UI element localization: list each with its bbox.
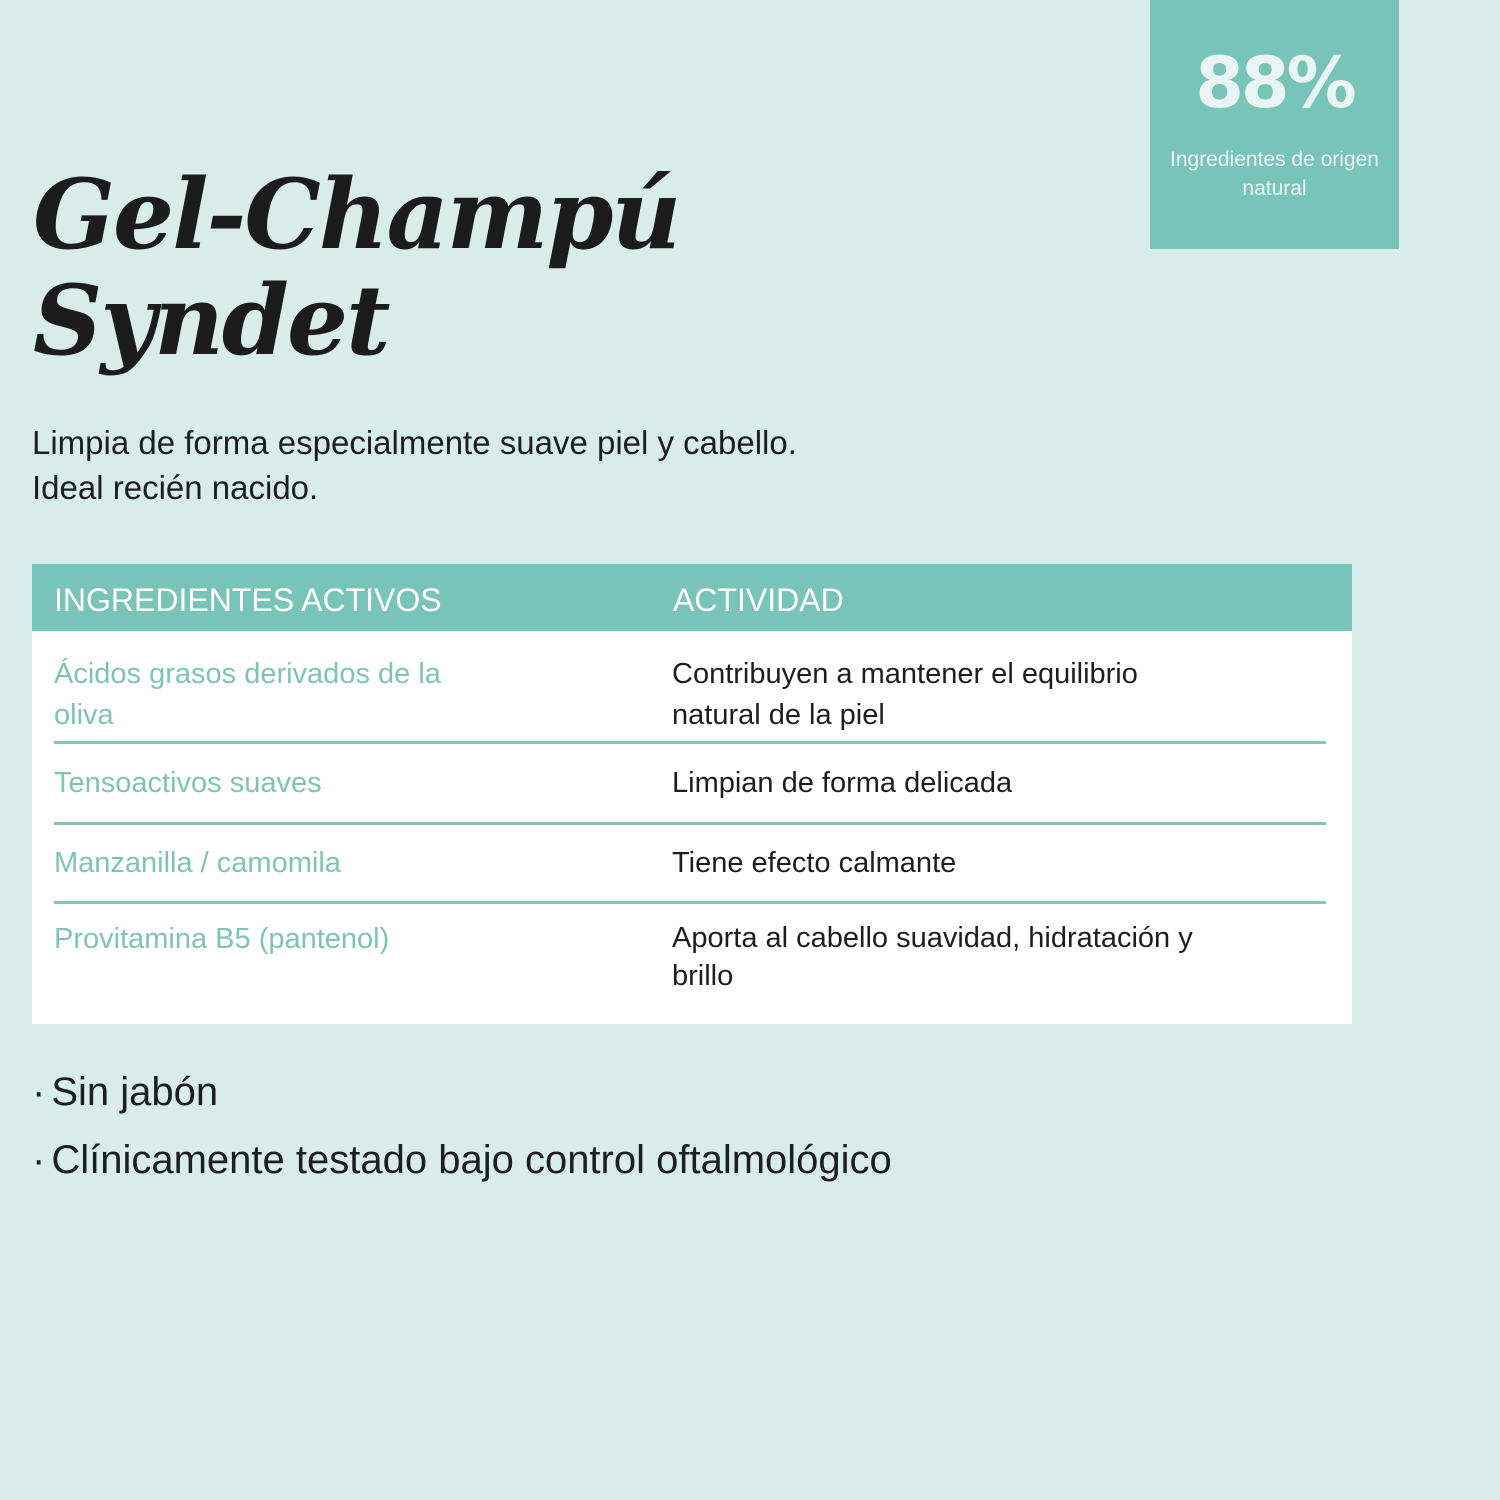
ingredient-name: Ácidos grasos derivados de la oliva (54, 658, 441, 731)
description-line-2: Ideal recién nacido. (32, 469, 319, 506)
product-title-line-1: Gel-Champú (33, 158, 680, 271)
ingredient-activity: Aporta al cabello suavidad, hidratación y brillo (672, 922, 1193, 992)
ingredient-name: Manzanilla / camomila (54, 847, 341, 879)
table-header (32, 564, 1352, 631)
ingredient-activity: Contribuyen a mantener el equilibrio natural de la piel (672, 658, 1138, 731)
ingredient-name: Tensoactivos suaves (54, 767, 322, 799)
header-ingredients: INGREDIENTES ACTIVOS (54, 582, 442, 618)
badge-label: Ingredientes de origen natural (1170, 148, 1379, 200)
product-title-line-2: Syndet (33, 264, 389, 377)
product-description (32, 420, 797, 510)
ingredient-activity: Limpian de forma delicada (672, 767, 1013, 799)
feature-text: Sin jabón (51, 1070, 219, 1114)
ingredient-activity: Tiene efecto calmante (672, 847, 957, 879)
ingredients-table (32, 564, 1352, 1024)
product-title (33, 158, 680, 377)
row-divider (54, 822, 1326, 825)
feature-text: Clínicamente testado bajo control oftalmológico (51, 1138, 892, 1182)
row-divider (54, 901, 1326, 904)
badge-percentage: 88% (1195, 42, 1354, 124)
feature-list (32, 1068, 892, 1204)
natural-origin-badge (1150, 0, 1399, 249)
header-activity: ACTIVIDAD (673, 582, 844, 618)
list-item (32, 1068, 892, 1116)
bullet-marker: · (32, 1138, 46, 1182)
row-divider (54, 741, 1326, 744)
bullet-marker: · (32, 1070, 46, 1114)
description-line-1: Limpia de forma especialmente suave piel y cabello. (32, 424, 797, 461)
ingredient-name: Provitamina B5 (pantenol) (54, 923, 390, 955)
list-item (32, 1136, 892, 1184)
